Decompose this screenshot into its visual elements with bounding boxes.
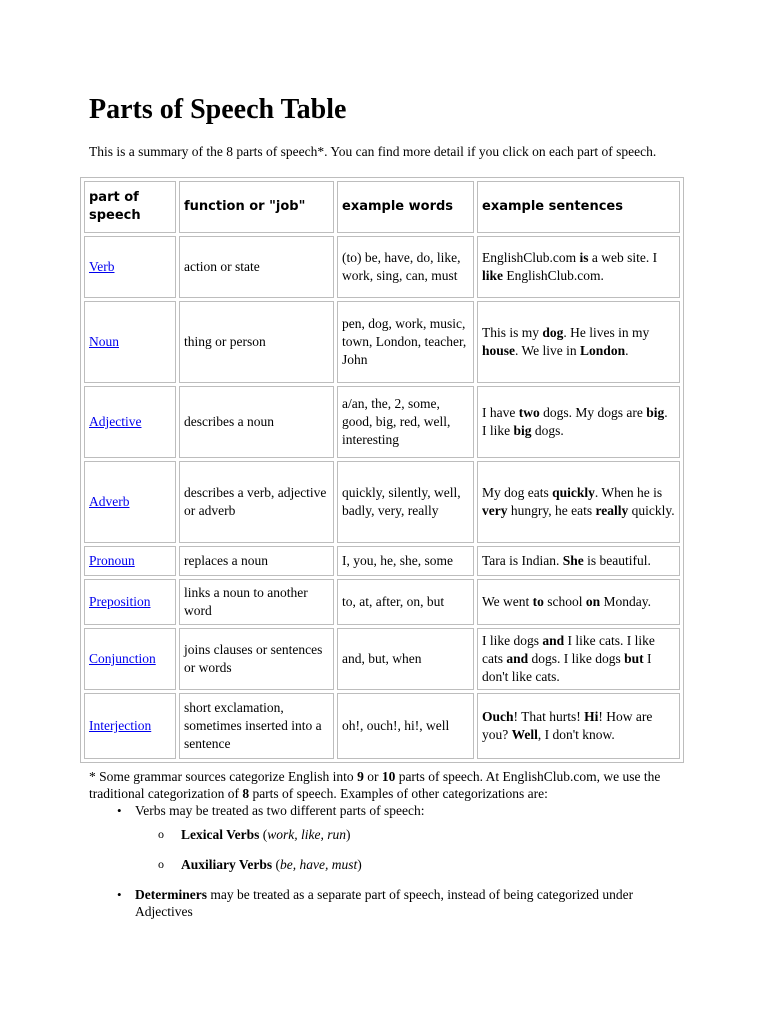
emphasized-word: Well — [511, 727, 538, 742]
header-part-of-speech: part of speech — [84, 181, 176, 233]
sentence-text: a web site. I — [588, 250, 658, 265]
example-sentence-cell — [477, 546, 680, 576]
sentence-text: is beautiful. — [583, 553, 651, 568]
verb-type-name: Lexical Verbs — [181, 827, 260, 842]
part-cell — [84, 579, 176, 625]
example-words-cell: oh!, ouch!, hi!, well — [337, 693, 474, 759]
example-words-cell: I, you, he, she, some — [337, 546, 474, 576]
footnote-text: * Some grammar sources categorize English into — [89, 769, 358, 784]
part-of-speech-link[interactable]: Interjection — [89, 718, 152, 733]
example-words-cell: (to) be, have, do, like, work, sing, can, must — [337, 236, 474, 298]
sentence-text: Monday. — [600, 594, 652, 609]
emphasized-word: big — [513, 423, 532, 438]
sentence-text: hungry, he eats — [507, 503, 596, 518]
sentence-text: ! That hurts! — [513, 709, 585, 724]
part-of-speech-link[interactable]: Preposition — [89, 594, 151, 609]
emphasized-word: She — [562, 553, 584, 568]
table-row — [84, 628, 680, 690]
sentence-text: I like dogs — [482, 633, 543, 648]
paren-close: ) — [357, 857, 362, 872]
example-words-cell: a/an, the, 2, some, good, big, red, well, interesting — [337, 386, 474, 458]
table-row — [84, 236, 680, 298]
part-of-speech-link[interactable]: Verb — [89, 259, 115, 274]
header-example-sentences: example sentences — [477, 181, 680, 233]
sentence-text: dogs. My dogs are — [539, 405, 647, 420]
sentence-text: I have — [482, 405, 519, 420]
sentence-text: I like cats. I like cats — [482, 633, 655, 666]
emphasized-word: dog — [542, 325, 564, 340]
emphasized-word: quickly — [552, 485, 595, 500]
function-cell: replaces a noun — [179, 546, 334, 576]
sentence-text: Tara is Indian. — [482, 553, 563, 568]
part-of-speech-link[interactable]: Pronoun — [89, 553, 135, 568]
sentence-text: . We live in — [515, 343, 581, 358]
page-title: Parts of Speech Table — [89, 94, 347, 125]
example-words-cell: and, but, when — [337, 628, 474, 690]
bullet-determiners-text: may be treated as a separate part of speech, instead of being categorized under Adjectives — [135, 887, 634, 919]
part-cell — [84, 386, 176, 458]
part-cell — [84, 236, 176, 298]
part-of-speech-link[interactable]: Adjective — [89, 414, 142, 429]
verb-subtypes-list — [135, 826, 685, 873]
sentence-text: . When he is — [594, 485, 663, 500]
function-cell: describes a verb, adjective or adverb — [179, 461, 334, 543]
table-row — [84, 301, 680, 383]
sentence-text: EnglishClub.com. — [503, 268, 604, 283]
part-cell — [84, 461, 176, 543]
bullet-determiners-bold: Determiners — [135, 887, 207, 902]
sentence-text: We went — [482, 594, 533, 609]
footnote — [89, 768, 685, 920]
sentence-text: I don't like cats. — [482, 651, 652, 684]
function-cell: thing or person — [179, 301, 334, 383]
example-sentence-cell — [477, 461, 680, 543]
emphasized-word: but — [624, 651, 644, 666]
categorization-list — [89, 802, 685, 920]
sentence-text: ! How are you? — [482, 709, 653, 742]
emphasized-word: house — [482, 343, 516, 358]
emphasized-word: and — [542, 633, 565, 648]
emphasized-word: London — [580, 343, 626, 358]
header-example-words: example words — [337, 181, 474, 233]
example-words-cell: quickly, silently, well, badly, very, really — [337, 461, 474, 543]
example-words-cell: to, at, after, on, but — [337, 579, 474, 625]
example-sentence-cell — [477, 386, 680, 458]
sentence-text: school — [543, 594, 586, 609]
table-row — [84, 386, 680, 458]
example-words-cell: pen, dog, work, music, town, London, teacher, John — [337, 301, 474, 383]
emphasized-word: like — [482, 268, 504, 283]
footnote-text: or — [363, 769, 382, 784]
function-cell: joins clauses or sentences or words — [179, 628, 334, 690]
table-row — [84, 546, 680, 576]
intro-paragraph: This is a summary of the 8 parts of speech*. You can find more detail if you click on each part of speech. — [89, 144, 657, 159]
sentence-text: EnglishClub.com — [482, 250, 580, 265]
footnote-paragraph — [89, 768, 685, 802]
footnote-number: 8 — [242, 786, 250, 801]
sentence-text: . I like — [482, 405, 668, 438]
emphasized-word: and — [506, 651, 529, 666]
footnote-text: parts of speech. At EnglishClub.com, we use the traditional categorization of — [89, 769, 661, 801]
list-item — [135, 802, 685, 873]
part-cell — [84, 301, 176, 383]
paren-open: ( — [259, 827, 268, 842]
list-item — [181, 826, 685, 843]
verb-examples: be, have, must — [280, 857, 358, 872]
function-cell: action or state — [179, 236, 334, 298]
part-of-speech-link[interactable]: Conjunction — [89, 651, 156, 666]
function-cell: short exclamation, sometimes inserted into a sentence — [179, 693, 334, 759]
header-function: function or "job" — [179, 181, 334, 233]
sentence-text: dogs. — [531, 423, 564, 438]
part-cell — [84, 628, 176, 690]
sentence-text: . — [625, 343, 629, 358]
function-cell: links a noun to another word — [179, 579, 334, 625]
part-cell — [84, 546, 176, 576]
emphasized-word: big — [646, 405, 665, 420]
emphasized-word: Hi — [584, 709, 599, 724]
paren-close: ) — [346, 827, 351, 842]
list-item — [135, 886, 685, 920]
emphasized-word: on — [585, 594, 601, 609]
table-header-row — [84, 181, 680, 233]
part-cell — [84, 693, 176, 759]
sentence-text: quickly. — [628, 503, 675, 518]
sentence-text: My dog eats — [482, 485, 553, 500]
table-row — [84, 461, 680, 543]
sentence-text: . He lives in my — [563, 325, 650, 340]
sentence-text: , I don't know. — [537, 727, 615, 742]
part-of-speech-link[interactable]: Adverb — [89, 494, 130, 509]
example-sentence-cell — [477, 693, 680, 759]
table-row — [84, 693, 680, 759]
emphasized-word: to — [532, 594, 544, 609]
emphasized-word: is — [579, 250, 589, 265]
verb-examples: work, like, run — [267, 827, 347, 842]
parts-of-speech-table — [80, 177, 684, 763]
example-sentence-cell — [477, 236, 680, 298]
example-sentence-cell — [477, 579, 680, 625]
emphasized-word: really — [595, 503, 629, 518]
sentence-text: dogs. I like dogs — [528, 651, 625, 666]
list-item — [181, 856, 685, 873]
table-row — [84, 579, 680, 625]
example-sentence-cell — [477, 301, 680, 383]
bullet-verbs-text: Verbs may be treated as two different parts of speech: — [135, 803, 425, 818]
emphasized-word: two — [518, 405, 540, 420]
verb-type-name: Auxiliary Verbs — [181, 857, 273, 872]
footnote-number: 9 — [357, 769, 364, 784]
part-of-speech-link[interactable]: Noun — [89, 334, 119, 349]
footnote-text: parts of speech. Examples of other categorizations are: — [249, 786, 548, 801]
function-cell: describes a noun — [179, 386, 334, 458]
paren-open: ( — [272, 857, 281, 872]
footnote-number: 10 — [381, 769, 396, 784]
sentence-text: This is my — [482, 325, 543, 340]
emphasized-word: Ouch — [482, 709, 514, 724]
example-sentence-cell — [477, 628, 680, 690]
emphasized-word: very — [482, 503, 508, 518]
